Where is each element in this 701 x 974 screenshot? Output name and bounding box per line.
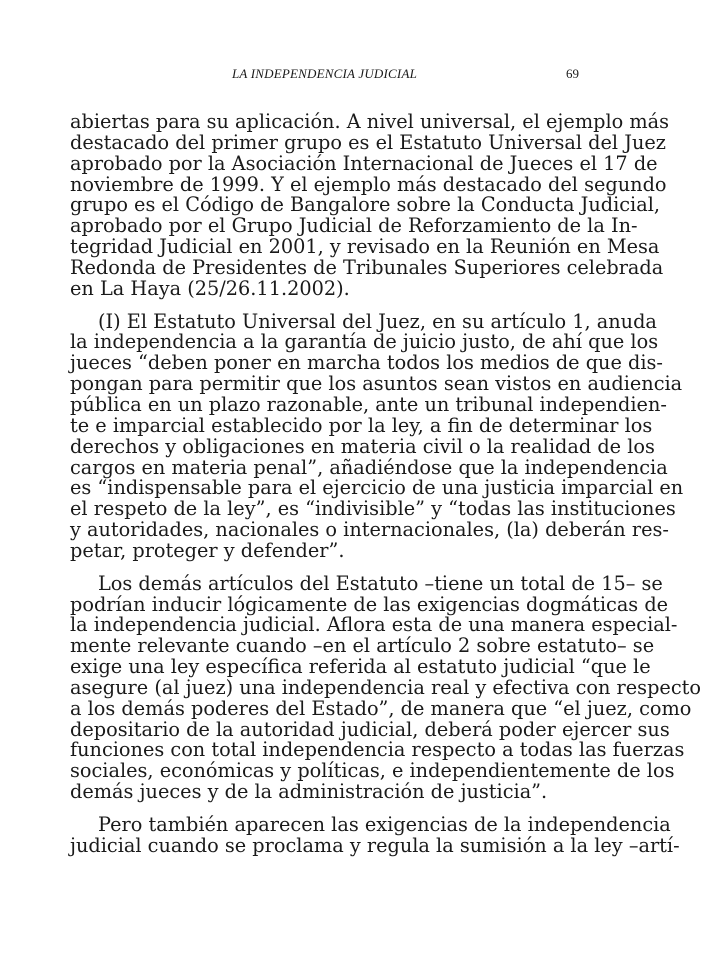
text-line: a los demás poderes del Estado”, de manera que “el juez, como xyxy=(70,696,692,720)
text-line: tegridad Judicial en 2001, y revisado en la Reunión en Mesa xyxy=(70,235,660,259)
text-line: depositario de la autoridad judicial, deberá poder ejercer sus xyxy=(70,717,670,741)
text-line: destacado del primer grupo es el Estatuto Universal del Juez xyxy=(70,130,666,154)
text-line: pública en un plazo razonable, ante un tribunal independien- xyxy=(70,392,667,416)
text-line: demás jueces y de la administración de justicia”. xyxy=(70,780,548,804)
text-line: exige una ley específica referida al estatuto judicial “que le xyxy=(70,655,651,679)
text-line: grupo es el Código de Bangalore sobre la Conducta Judicial, xyxy=(70,193,660,217)
text-line: cargos en materia penal”, añadiéndose que la independencia xyxy=(70,455,668,479)
text-line: en La Haya (25/26.11.2002). xyxy=(70,276,350,300)
text-line: asegure (al juez) una independencia real y efectiva con respecto xyxy=(70,675,701,699)
text-line: judicial cuando se proclama y regula la sumisión a la ley –artí- xyxy=(70,833,680,857)
text-line: el respeto de la ley”, es “indivisible” y “todas las instituciones xyxy=(70,497,676,521)
text-line: funciones con total independencia respecto a todas las fuerzas xyxy=(70,738,685,762)
paragraph-2 xyxy=(70,309,684,562)
paragraph-1 xyxy=(70,110,670,300)
text-line: la independencia a la garantía de juicio justo, de ahí que los xyxy=(70,330,659,354)
text-line: la independencia judicial. Aflora esta de una manera especial- xyxy=(70,613,678,637)
text-line: sociales, económicas y políticas, e independientemente de los xyxy=(70,759,675,783)
paragraph-3 xyxy=(70,571,701,804)
text-line: noviembre de 1999. Y el ejemplo más destacado del segundo xyxy=(70,172,667,196)
running-header xyxy=(70,66,579,84)
text-line: derechos y obligaciones en materia civil o la realidad de los xyxy=(70,434,655,458)
running-title: LA INDEPENDENCIA JUDICIAL xyxy=(231,66,418,81)
body-text xyxy=(70,110,701,869)
text-line: podrían inducir lógicamente de las exigencias dogmáticas de xyxy=(70,592,669,616)
text-line: te e imparcial establecido por la ley, a fin de determinar los xyxy=(70,413,653,437)
text-line: aprobado por el Grupo Judicial de Reforzamiento de la In- xyxy=(70,214,638,238)
text-line: petar, proteger y defender”. xyxy=(70,538,345,562)
text-line: aprobado por la Asociación Internacional de Jueces el 17 de xyxy=(70,151,658,175)
text-line: abiertas para su aplicación. A nivel universal, el ejemplo más xyxy=(70,110,670,133)
text-line: Pero también aparecen las exigencias de la independencia xyxy=(98,813,671,836)
text-line: y autoridades, nacionales o internacionales, (la) deberán res- xyxy=(70,518,669,542)
paragraph-4 xyxy=(70,813,680,857)
text-line: (I) El Estatuto Universal del Juez, en su artículo 1, anuda xyxy=(98,309,657,333)
text-line: pongan para permitir que los asuntos sean vistos en audiencia xyxy=(70,372,683,396)
text-line: jueces “deben poner en marcha todos los medios de que dis- xyxy=(70,351,663,375)
text-line: mente relevante cuando –en el artículo 2 sobre estatuto– se xyxy=(70,634,655,658)
text-line: Los demás artículos del Estatuto –tiene un total de 15– se xyxy=(98,571,663,595)
text-line: es “indispensable para el ejercicio de una justicia imparcial en xyxy=(70,476,684,500)
text-line: Redonda de Presidentes de Tribunales Superiores celebrada xyxy=(70,255,664,279)
page-number: 69 xyxy=(566,66,579,81)
